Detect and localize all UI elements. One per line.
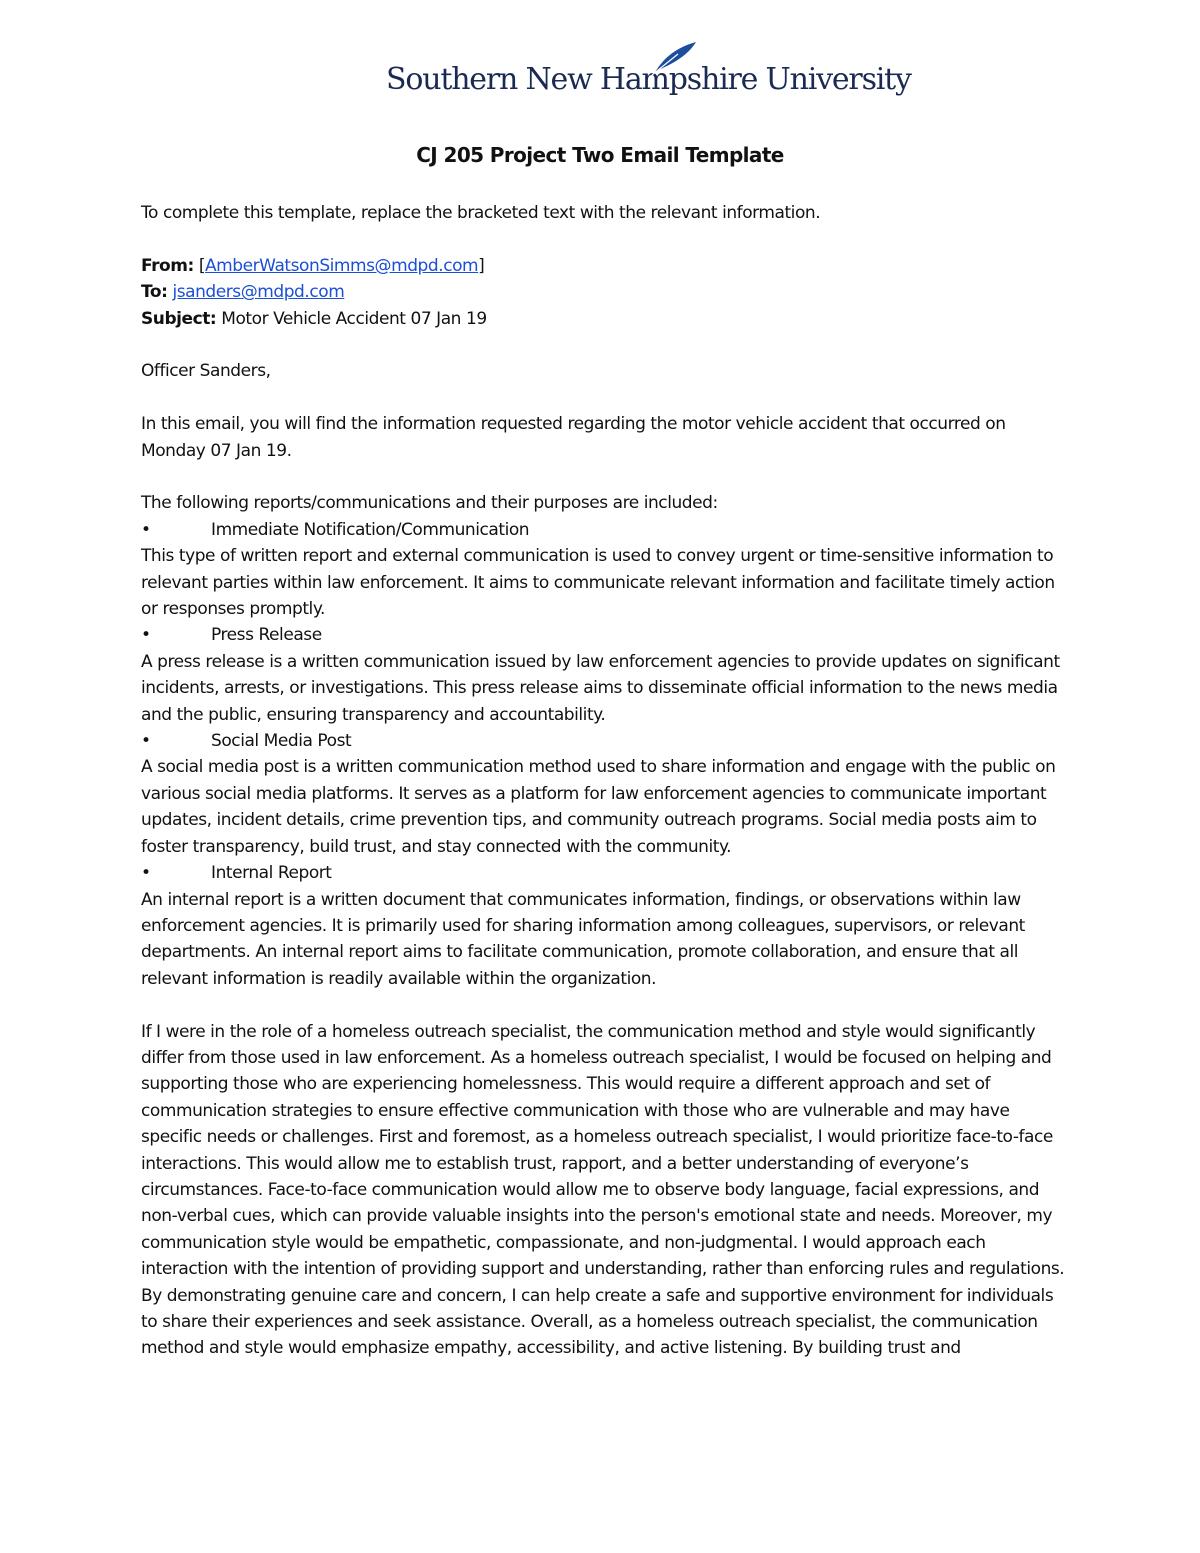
subject-line <box>141 306 1066 332</box>
instructions-text: To complete this template, replace the bracketed text with the relevant information. <box>141 203 821 223</box>
bullet-symbol: • <box>141 863 151 884</box>
to-label: To: <box>141 282 168 303</box>
list-item-description: A social media post is a written communication method used to share information and engage with the public on various social media platforms. It serves as a platform for law enforcement agencies to communicate important updates, incident details, crime prevention tips, and community outreach programs. Social media posts aim to foster transparency, build trust, and stay connected with the community. <box>141 757 1056 857</box>
list-item <box>141 622 1066 648</box>
intro-paragraph: In this email, you will find the information requested regarding the motor vehicle accident that occurred on Monday 07 Jan 19. <box>141 414 1006 461</box>
document-body <box>141 200 1066 1362</box>
list-intro: The following reports/communications and their purposes are included: <box>141 493 718 514</box>
list-item <box>141 728 1066 754</box>
from-bracket-open: [ <box>193 255 205 276</box>
bullet-symbol: • <box>141 731 151 752</box>
closing-paragraph: If I were in the role of a homeless outreach specialist, the communication method and style would significantly differ from those used in law enforcement. As a homeless outreach specialist, I would be focused on helping and supporting those who are experiencing homelessness. This would require a different approach and set of communication strategies to ensure effective communication with those who are vulnerable and may have specific needs or challenges. First and foremost, as a homeless outreach specialist, I would prioritize face-to-face interactions. This would allow me to establish trust, rapport, and a better understanding of everyone’s circumstances. Face-to-face communication would allow me to observe body language, facial expressions, and non-verbal cues, which can provide valuable insights into the person's emotional state and needs. Moreover, my communication style would be empathetic, compassionate, and non-judgmental. I would approach each interaction with the intention of providing support and understanding, rather than enforcing rules and regulations. By demonstrating genuine care and concern, I can help create a safe and supportive environment for individuals to share their experiences and seek assistance. Overall, as a homeless outreach specialist, the communication method and style would emphasize empathy, accessibility, and active listening. By building trust and <box>141 1021 1065 1359</box>
feather-shape <box>654 42 696 74</box>
bullet-symbol: • <box>141 519 151 540</box>
from-line <box>141 253 1066 279</box>
subject-label: Subject: <box>141 308 217 329</box>
list-item-description: A press release is a written communication issued by law enforcement agencies to provide updates on significant incidents, arrests, or investigations. This press release aims to disseminate official information to the news media and the public, ensuring transparency and accountability. <box>141 651 1060 725</box>
list-item-description: An internal report is a written document that communicates information, findings, or observations within law enforcement agencies. It is primarily used for sharing information among colleagues, supervisors, or relevant departments. An internal report aims to facilitate communication, promote collaboration, and ensure that all relevant information is readily available within the organization. <box>141 889 1025 989</box>
bullet-symbol: • <box>141 625 151 646</box>
feather-quill <box>652 54 678 75</box>
list-item-description: This type of written report and external communication is used to convey urgent or time-sensitive information to relevant parties within law enforcement. It aims to communicate relevant information and facilitate timely action or responses promptly. <box>141 546 1055 620</box>
greeting-text: Officer Sanders, <box>141 361 271 382</box>
subject-value: Motor Vehicle Accident 07 Jan 19 <box>216 308 487 329</box>
to-email-link[interactable]: jsanders@mdpd.com <box>172 282 345 303</box>
university-logo <box>386 40 911 110</box>
from-bracket-close: ] <box>478 255 485 276</box>
feather-icon <box>648 40 698 76</box>
list-item-label: Immediate Notification/Communication <box>211 519 530 540</box>
document-title: CJ 205 Project Two Email Template <box>416 143 784 167</box>
list-item <box>141 517 1066 543</box>
list-item-label: Social Media Post <box>211 731 352 752</box>
to-line <box>141 279 1066 305</box>
list-item-label: Press Release <box>211 625 322 646</box>
list-item-label: Internal Report <box>211 863 332 884</box>
from-email-link[interactable]: AmberWatsonSimms@mdpd.com <box>205 255 479 276</box>
logo-wordmark: Southern New Hampshire University <box>386 62 911 97</box>
list-item <box>141 860 1066 886</box>
from-label: From: <box>141 255 194 276</box>
